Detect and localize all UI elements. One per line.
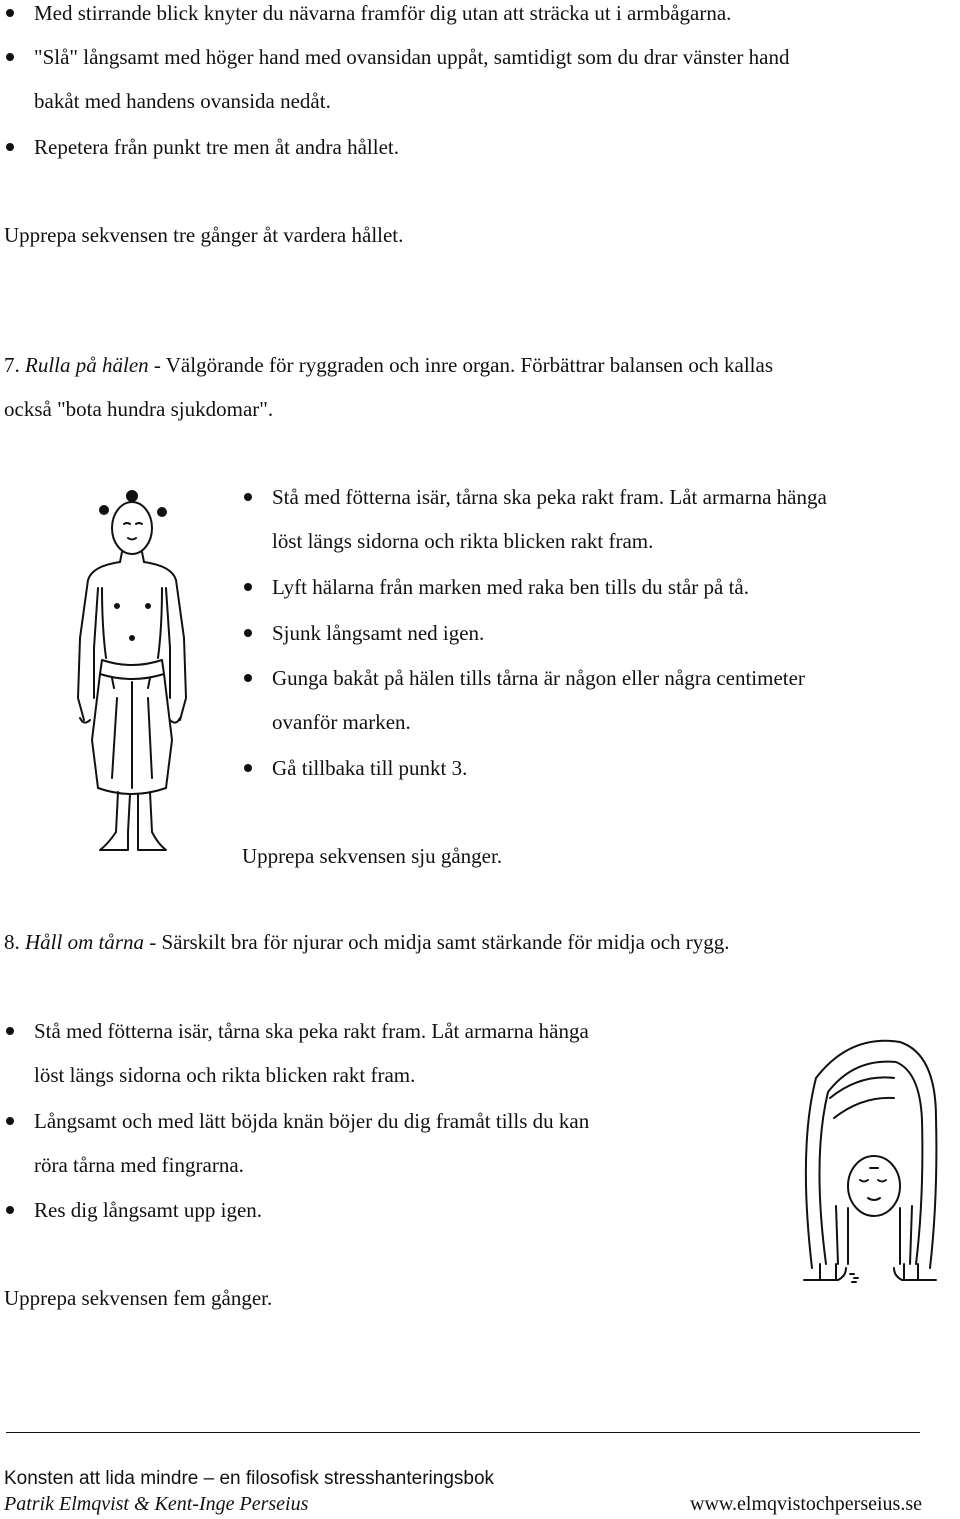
section-title: Håll om tårna bbox=[25, 930, 145, 954]
section-heading-8 bbox=[4, 929, 730, 955]
list-item: Stå med fötterna isär, tårna ska peka rakt fram. Låt armarna hänga bbox=[34, 1019, 589, 1043]
bullet-marker bbox=[6, 53, 14, 61]
section-number: 8. bbox=[4, 930, 20, 954]
list-item: Sjunk långsamt ned igen. bbox=[272, 621, 485, 645]
list-item: Res dig långsamt upp igen. bbox=[34, 1198, 263, 1222]
footer-authors: Patrik Elmqvist & Kent-Inge Perseius bbox=[4, 1493, 309, 1515]
bullet-marker bbox=[6, 9, 14, 17]
list-item: Lyft hälarna från marken med raka ben tills du står på tå. bbox=[272, 575, 749, 599]
bullet-marker bbox=[6, 143, 14, 151]
list-item: "Slå" långsamt med höger hand med ovansidan uppåt, samtidigt som du drar vänster hand bbox=[34, 45, 790, 69]
repeat-instruction: Upprepa sekvensen fem gånger. bbox=[4, 1286, 273, 1310]
bullet-marker bbox=[244, 493, 252, 501]
bullet-marker bbox=[6, 1027, 14, 1035]
standing-figure-illustration bbox=[62, 488, 202, 860]
list-item: Repetera från punkt tre men åt andra hållet. bbox=[34, 135, 399, 159]
list-item-continuation: löst längs sidorna och rikta blicken rakt fram. bbox=[34, 1063, 416, 1087]
bullet-marker bbox=[6, 1117, 14, 1125]
list-item-continuation: röra tårna med fingrarna. bbox=[34, 1153, 244, 1177]
list-item: Gunga bakåt på hälen tills tårna är någon eller några centimeter bbox=[272, 666, 805, 690]
footer-divider bbox=[6, 1432, 920, 1433]
section-description: - Välgörande för ryggraden och inre organ. Förbättrar balansen och kallas bbox=[148, 353, 773, 377]
repeat-instruction: Upprepa sekvensen sju gånger. bbox=[242, 844, 503, 868]
list-item: Stå med fötterna isär, tårna ska peka rakt fram. Låt armarna hänga bbox=[272, 485, 827, 509]
list-item-continuation: bakåt med handens ovansida nedåt. bbox=[34, 89, 331, 113]
section-description: - Särskilt bra för njurar och midja samt stärkande för midja och rygg. bbox=[144, 930, 730, 954]
repeat-instruction: Upprepa sekvensen tre gånger åt vardera hållet. bbox=[4, 223, 404, 247]
bullet-marker bbox=[244, 764, 252, 772]
bullet-marker bbox=[244, 583, 252, 591]
list-item: Långsamt och med lätt böjda knän böjer du dig framåt tills du kan bbox=[34, 1109, 590, 1133]
bullet-marker bbox=[6, 1206, 14, 1214]
section-number: 7. bbox=[4, 353, 20, 377]
section-heading-7 bbox=[4, 352, 773, 378]
bullet-marker bbox=[244, 629, 252, 637]
list-item: Gå tillbaka till punkt 3. bbox=[272, 756, 468, 780]
list-item-continuation: löst längs sidorna och rikta blicken rakt fram. bbox=[272, 529, 654, 553]
bending-figure-illustration bbox=[790, 1028, 950, 1290]
section-description-continuation: också "bota hundra sjukdomar". bbox=[4, 397, 274, 421]
list-item: Med stirrande blick knyter du nävarna framför dig utan att sträcka ut i armbågarna. bbox=[34, 1, 732, 25]
footer-book-title: Konsten att lida mindre – en filosofisk stresshanteringsbok bbox=[4, 1468, 495, 1489]
bullet-marker bbox=[244, 674, 252, 682]
section-title: Rulla på hälen bbox=[25, 353, 149, 377]
list-item-continuation: ovanför marken. bbox=[272, 710, 411, 734]
footer-website: www.elmqvistochperseius.se bbox=[690, 1493, 922, 1515]
